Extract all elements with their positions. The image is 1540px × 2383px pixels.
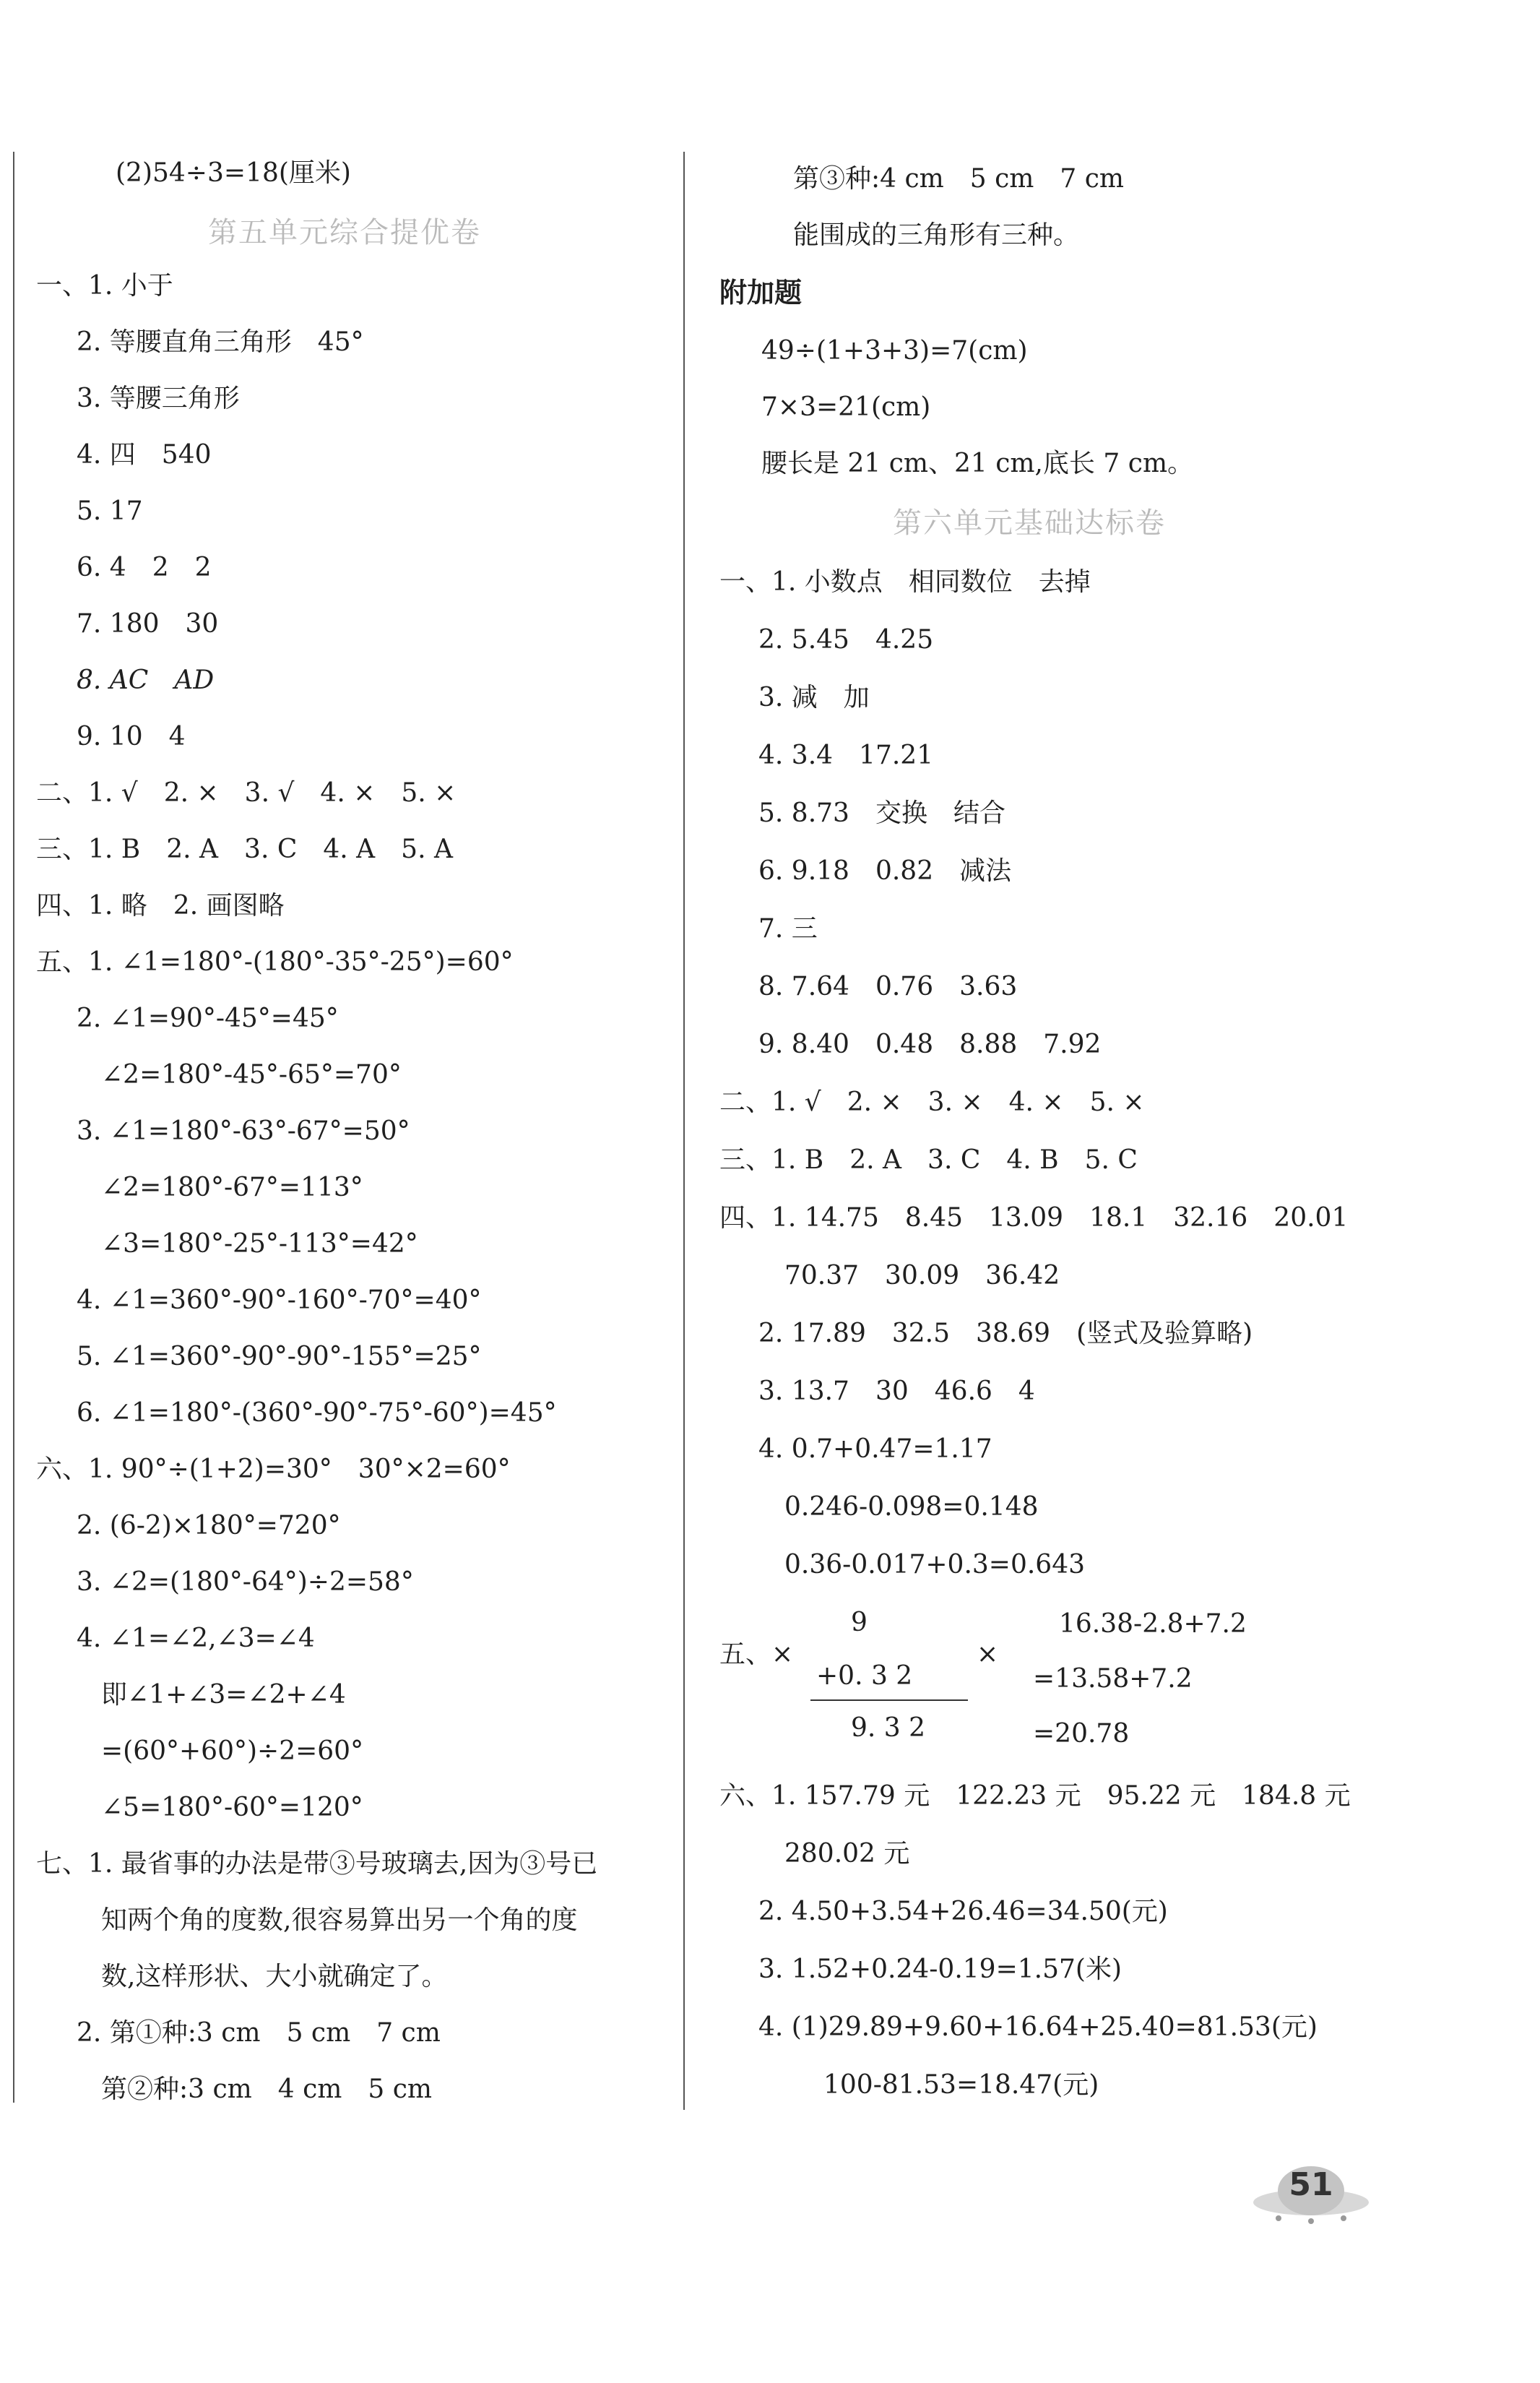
answer-line: ∠2=180°-67°=113° bbox=[101, 1173, 363, 1202]
answer-line: 3. ∠2=(180°-64°)÷2=58° bbox=[77, 1567, 414, 1597]
unit6-title: 第六单元基础达标卷 bbox=[893, 507, 1166, 540]
answer-line: 6. 4 2 2 bbox=[77, 553, 212, 582]
answer-line: 3. 13.7 30 46.6 4 bbox=[758, 1376, 1035, 1406]
answer-line: 9. 10 4 bbox=[77, 722, 186, 751]
center-divider-rule bbox=[683, 152, 685, 2110]
vertical-mid: +0. 3 2 bbox=[816, 1661, 913, 1691]
answer-line: 3. ∠1=180°-63°-67°=50° bbox=[77, 1116, 410, 1146]
answer-line: 4. 四 540 bbox=[77, 440, 212, 470]
answer-line: 三、1. B 2. A 3. C 4. A 5. A bbox=[36, 835, 453, 864]
answer-line: 280.02 元 bbox=[784, 1839, 910, 1869]
answer-line: 能围成的三角形有三种。 bbox=[793, 220, 1080, 250]
answer-line: 5. ∠1=360°-90°-90°-155°=25° bbox=[77, 1342, 482, 1371]
answer-line: 0.246-0.098=0.148 bbox=[784, 1492, 1039, 1522]
answer-line: 即∠1+∠3=∠2+∠4 bbox=[101, 1680, 346, 1710]
answer-line: 3. 减 加 bbox=[758, 683, 870, 712]
answer-line: 二、1. √ 2. × 3. × 4. × 5. × bbox=[719, 1087, 1145, 1117]
answer-line: 一、1. 小数点 相同数位 去掉 bbox=[719, 567, 1091, 597]
answer-line: 四、1. 略 2. 画图略 bbox=[36, 891, 285, 921]
answer-line: 0.36-0.017+0.3=0.643 bbox=[784, 1550, 1086, 1580]
page-number-badge bbox=[1250, 2153, 1372, 2225]
left-top-line: (2)54÷3=18(厘米) bbox=[116, 158, 351, 188]
left-margin-rule bbox=[13, 152, 14, 2103]
answer-line: ∠5=180°-60°=120° bbox=[101, 1793, 363, 1822]
wu-eq3: =20.78 bbox=[1033, 1719, 1130, 1749]
answer-line: 49÷(1+3+3)=7(cm) bbox=[761, 336, 1028, 366]
answer-line: 2. ∠1=90°-45°=45° bbox=[77, 1004, 339, 1033]
answer-line: 2. 17.89 32.5 38.69 (竖式及验算略) bbox=[758, 1319, 1253, 1348]
answer-line: 二、1. √ 2. × 3. √ 4. × 5. × bbox=[36, 778, 457, 808]
wu-label: 五、× bbox=[719, 1639, 794, 1669]
answer-line: 2. 等腰直角三角形 45° bbox=[77, 327, 364, 357]
answer-line: 3. 1.52+0.24-0.19=1.57(米) bbox=[758, 1955, 1122, 1984]
answer-line: 2. 4.50+3.54+26.46=34.50(元) bbox=[758, 1897, 1168, 1926]
answer-line: 7. 180 30 bbox=[77, 609, 219, 639]
answer-line: 第②种:3 cm 4 cm 5 cm bbox=[101, 2074, 433, 2104]
extra-question-heading: 附加题 bbox=[719, 277, 803, 309]
answer-line: 2. (6-2)×180°=720° bbox=[77, 1511, 341, 1540]
vertical-top: 9 bbox=[851, 1608, 868, 1637]
answer-line: 七、1. 最省事的办法是带③号玻璃去,因为③号已 bbox=[36, 1849, 598, 1879]
answer-line: 3. 等腰三角形 bbox=[77, 384, 240, 413]
answer-line: 腰长是 21 cm、21 cm,底长 7 cm。 bbox=[761, 449, 1194, 478]
answer-line: 5. 8.73 交换 结合 bbox=[758, 798, 1005, 828]
answer-line: 四、1. 14.75 8.45 13.09 18.1 32.16 20.01 bbox=[719, 1203, 1349, 1233]
answer-line: 2. 第①种:3 cm 5 cm 7 cm bbox=[77, 2018, 441, 2048]
answer-line: 六、1. 157.79 元 122.23 元 95.22 元 184.8 元 bbox=[719, 1781, 1351, 1811]
answer-line: 第③种:4 cm 5 cm 7 cm bbox=[793, 164, 1125, 194]
answer-line: 100-81.53=18.47(元) bbox=[823, 2070, 1099, 2100]
answer-line: =(60°+60°)÷2=60° bbox=[101, 1736, 364, 1766]
answer-line: 7. 三 bbox=[758, 914, 818, 944]
wu-eq1: 16.38-2.8+7.2 bbox=[1059, 1609, 1247, 1639]
answer-line: 数,这样形状、大小就确定了。 bbox=[101, 1962, 448, 1991]
answer-line: 9. 8.40 0.48 8.88 7.92 bbox=[758, 1030, 1102, 1059]
answer-line: 六、1. 90°÷(1+2)=30° 30°×2=60° bbox=[36, 1455, 511, 1484]
answer-line: 4. (1)29.89+9.60+16.64+25.40=81.53(元) bbox=[758, 2012, 1318, 2042]
answer-line: 5. 17 bbox=[77, 496, 143, 526]
vertical-rule bbox=[810, 1699, 968, 1701]
answer-line: 4. ∠1=360°-90°-160°-70°=40° bbox=[77, 1285, 482, 1315]
answer-line: 8. AC AD bbox=[77, 665, 215, 695]
unit5-title: 第五单元综合提优卷 bbox=[208, 216, 481, 249]
answer-line: 4. 3.4 17.21 bbox=[758, 741, 934, 770]
wu-eq2: =13.58+7.2 bbox=[1033, 1664, 1193, 1694]
answer-line: 三、1. B 2. A 3. C 4. B 5. C bbox=[719, 1145, 1138, 1175]
answer-line: 70.37 30.09 36.42 bbox=[784, 1261, 1060, 1290]
wu-mark: × bbox=[977, 1639, 999, 1669]
answer-line: ∠2=180°-45°-65°=70° bbox=[101, 1060, 402, 1090]
answer-line: 4. 0.7+0.47=1.17 bbox=[758, 1434, 992, 1464]
answer-line: 4. ∠1=∠2,∠3=∠4 bbox=[77, 1624, 315, 1653]
answer-line: 知两个角的度数,很容易算出另一个角的度 bbox=[101, 1905, 578, 1935]
answer-line: 7×3=21(cm) bbox=[761, 392, 931, 422]
answer-line: 6. 9.18 0.82 减法 bbox=[758, 856, 1012, 886]
answer-line: 6. ∠1=180°-(360°-90°-75°-60°)=45° bbox=[77, 1398, 557, 1428]
answer-line: 2. 5.45 4.25 bbox=[758, 625, 934, 655]
answer-line: ∠3=180°-25°-113°=42° bbox=[101, 1229, 418, 1259]
page-number: 51 bbox=[1289, 2166, 1333, 2203]
answer-line: 一、1. 小于 bbox=[36, 271, 173, 301]
answer-line: 8. 7.64 0.76 3.63 bbox=[758, 972, 1018, 1001]
vertical-res: 9. 3 2 bbox=[851, 1713, 926, 1743]
answer-line: 五、1. ∠1=180°-(180°-35°-25°)=60° bbox=[36, 947, 514, 977]
